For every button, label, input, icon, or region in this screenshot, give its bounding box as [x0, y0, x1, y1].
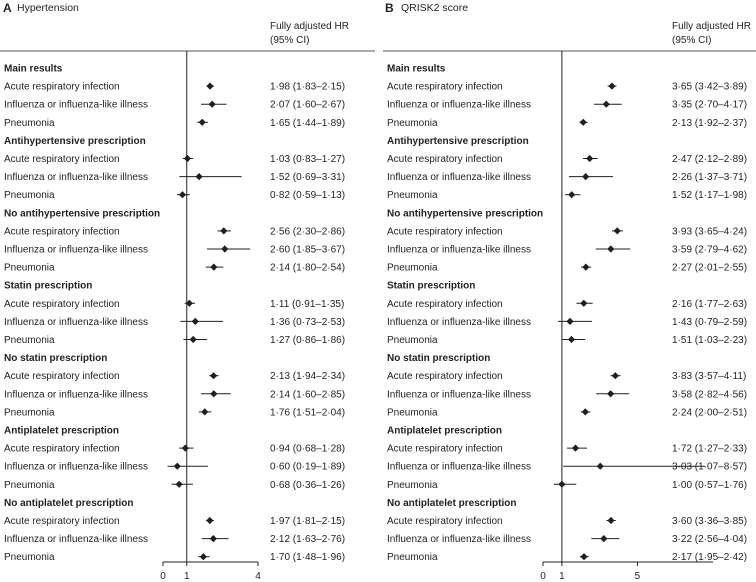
- row-label: Acute respiratory infection: [4, 443, 120, 455]
- hr-point-marker: [206, 517, 213, 524]
- hr-ci-text: 3·35 (2·70–4·17): [672, 99, 748, 111]
- hr-ci-text: 2·27 (2·01–2·55): [672, 262, 748, 274]
- x-tick-label: 1: [183, 571, 190, 582]
- row-label: Pneumonia: [4, 262, 55, 274]
- forest-panel-a: [0, 1, 375, 582]
- hr-point-marker: [210, 390, 217, 397]
- hr-point-marker: [597, 463, 604, 470]
- row-label: Influenza or influenza-like illness: [4, 461, 148, 473]
- hr-point-marker: [196, 173, 203, 180]
- group-title: Antiplatelet prescription: [4, 425, 120, 437]
- row-label: Influenza or influenza-like illness: [4, 244, 148, 256]
- row-label: Influenza or influenza-like illness: [4, 316, 148, 328]
- hr-ci-text: 2·17 (1·95–2·42): [672, 552, 748, 564]
- hr-ci-text: 2·60 (1·85–3·67): [270, 244, 346, 256]
- row-label: Acute respiratory infection: [387, 226, 503, 238]
- hr-ci-text: 2·14 (1·80–2·54): [270, 262, 346, 274]
- hr-point-marker: [199, 119, 206, 126]
- row-label: Pneumonia: [4, 117, 55, 129]
- hr-ci-text: 3·83 (3·57–4·11): [672, 371, 747, 383]
- hr-point-marker: [221, 245, 228, 252]
- hr-ci-text: 3·60 (3·36–3·85): [672, 516, 748, 527]
- row-label: Influenza or influenza-like illness: [4, 99, 148, 111]
- hr-ci-text: 2·14 (1·60–2·85): [270, 389, 346, 401]
- row-label: Influenza or influenza-like illness: [387, 99, 531, 111]
- hr-ci-text: 0·60 (0·19–1·89): [270, 461, 346, 473]
- row-label: Acute respiratory infection: [387, 81, 503, 93]
- group-title: No statin prescription: [387, 353, 491, 365]
- hr-ci-text: 2·47 (2·12–2·89): [672, 154, 748, 165]
- row-label: Influenza or influenza-like illness: [387, 244, 531, 256]
- panel-title: Hypertension: [17, 2, 79, 14]
- hr-point-marker: [209, 101, 216, 108]
- row-label: Influenza or influenza-like illness: [387, 316, 531, 328]
- row-label: Acute respiratory infection: [387, 154, 503, 165]
- hr-ci-text: 1·11 (0·91–1·35): [270, 298, 345, 310]
- hr-point-marker: [607, 390, 614, 397]
- row-label: Pneumonia: [387, 262, 438, 274]
- x-tick-label: 4: [255, 571, 261, 582]
- hr-point-marker: [568, 191, 575, 198]
- hr-ci-text: 1·00 (0·57–1·76): [672, 479, 748, 491]
- hr-point-marker: [182, 445, 189, 452]
- hr-ci-text: 1·52 (0·69–3·31): [270, 172, 346, 184]
- group-title: Main results: [387, 63, 446, 75]
- hr-point-marker: [603, 101, 610, 108]
- hr-ci-text: 3·59 (2·79–4·62): [672, 244, 748, 256]
- x-tick-label: 0: [540, 571, 546, 582]
- hr-ci-text: 1·03 (0·83–1·27): [270, 154, 346, 165]
- row-label: Influenza or influenza-like illness: [4, 389, 148, 401]
- row-label: Pneumonia: [387, 190, 438, 202]
- group-title: Statin prescription: [4, 280, 93, 292]
- hr-point-marker: [201, 408, 208, 415]
- panel-letter: B: [385, 1, 394, 15]
- row-label: Acute respiratory infection: [387, 298, 503, 310]
- hr-ci-text: 2·07 (1·60–2·67): [270, 99, 346, 111]
- hr-point-marker: [206, 83, 213, 90]
- hr-ci-text: 1·51 (1·03–2·23): [672, 335, 748, 346]
- hr-point-marker: [174, 463, 181, 470]
- hr-ci-text: 1·97 (1·81–2·15): [270, 516, 346, 527]
- hr-point-marker: [614, 227, 621, 234]
- hr-ci-text: 1·72 (1·27–2·33): [672, 443, 748, 455]
- row-label: Acute respiratory infection: [4, 81, 120, 93]
- hr-ci-text: 2·16 (1·77–2·63): [672, 298, 748, 310]
- hr-point-marker: [190, 336, 197, 343]
- hr-point-marker: [582, 408, 589, 415]
- hr-ci-text: 2·24 (2·00–2·51): [672, 407, 748, 419]
- hr-ci-text: 3·03 (1·07–8·57): [672, 461, 748, 473]
- hr-point-marker: [582, 264, 589, 271]
- hr-point-marker: [582, 173, 589, 180]
- hr-ci-text: 3·93 (3·65–4·24): [672, 226, 748, 238]
- hr-ci-text: 2·12 (1·63–2·76): [270, 534, 346, 546]
- hr-point-marker: [572, 445, 579, 452]
- hr-ci-text: 0·82 (0·59–1·13): [270, 190, 346, 202]
- row-label: Pneumonia: [4, 552, 55, 564]
- hr-point-marker: [184, 155, 191, 162]
- row-label: Pneumonia: [387, 479, 438, 491]
- row-label: Pneumonia: [4, 407, 55, 419]
- row-label: Acute respiratory infection: [4, 154, 120, 165]
- x-tick-label: 0: [160, 571, 166, 582]
- row-label: Influenza or influenza-like illness: [4, 534, 148, 546]
- hr-column-header: Fully adjusted HR: [270, 21, 349, 32]
- row-label: Pneumonia: [387, 335, 438, 346]
- hr-point-marker: [600, 535, 607, 542]
- row-label: Acute respiratory infection: [387, 516, 503, 527]
- row-label: Acute respiratory infection: [4, 298, 120, 310]
- hr-column-header: Fully adjusted HR: [672, 21, 751, 32]
- row-label: Pneumonia: [4, 335, 55, 346]
- panel-title: QRISK2 score: [401, 2, 469, 14]
- hr-ci-text: 2·13 (1·92–2·37): [672, 117, 748, 129]
- row-label: Acute respiratory infection: [4, 371, 120, 383]
- hr-ci-text: 1·27 (0·86–1·86): [270, 335, 346, 346]
- row-label: Acute respiratory infection: [4, 516, 120, 527]
- hr-point-marker: [608, 83, 615, 90]
- hr-column-subheader: (95% CI): [270, 35, 310, 46]
- hr-ci-text: 1·36 (0·73–2·53): [270, 316, 346, 328]
- group-title: No antiplatelet prescription: [4, 497, 134, 509]
- hr-point-marker: [210, 372, 217, 379]
- row-label: Influenza or influenza-like illness: [387, 461, 531, 473]
- hr-ci-text: 3·65 (3·42–3·89): [672, 81, 748, 93]
- row-label: Influenza or influenza-like illness: [387, 389, 531, 401]
- hr-point-marker: [580, 119, 587, 126]
- hr-point-marker: [200, 553, 207, 560]
- group-title: No antihypertensive prescription: [4, 208, 161, 220]
- hr-point-marker: [566, 318, 573, 325]
- hr-ci-text: 3·22 (2·56–4·04): [672, 534, 748, 546]
- group-title: Antihypertensive prescription: [387, 135, 529, 147]
- hr-ci-text: 2·26 (1·37–3·71): [672, 172, 748, 184]
- hr-ci-text: 1·52 (1·17–1·98): [672, 190, 748, 202]
- hr-ci-text: 1·43 (0·79–2·59): [672, 316, 748, 328]
- row-label: Acute respiratory infection: [387, 443, 503, 455]
- row-label: Pneumonia: [387, 407, 438, 419]
- group-title: Antiplatelet prescription: [387, 425, 503, 437]
- hr-ci-text: 0·94 (0·68–1·28): [270, 443, 346, 455]
- hr-point-marker: [607, 245, 614, 252]
- group-title: Antihypertensive prescription: [4, 135, 146, 147]
- row-label: Pneumonia: [4, 479, 55, 491]
- hr-point-marker: [586, 155, 593, 162]
- hr-ci-text: 1·65 (1·44–1·89): [270, 117, 346, 129]
- row-label: Influenza or influenza-like illness: [4, 172, 148, 184]
- group-title: No antiplatelet prescription: [387, 497, 517, 509]
- hr-point-marker: [580, 553, 587, 560]
- hr-ci-text: 0·68 (0·36–1·26): [270, 479, 346, 491]
- row-label: Influenza or influenza-like illness: [387, 172, 531, 184]
- hr-point-marker: [580, 300, 587, 307]
- hr-point-marker: [179, 191, 186, 198]
- row-label: Acute respiratory infection: [4, 226, 120, 238]
- row-label: Pneumonia: [387, 552, 438, 564]
- hr-point-marker: [176, 481, 183, 488]
- hr-ci-text: 3·58 (2·82–4·56): [672, 389, 748, 401]
- hr-point-marker: [210, 264, 217, 271]
- hr-point-marker: [607, 517, 614, 524]
- row-label: Pneumonia: [4, 190, 55, 202]
- row-label: Pneumonia: [387, 117, 438, 129]
- group-title: No statin prescription: [4, 353, 108, 365]
- hr-ci-text: 1·98 (1·83–2·15): [270, 81, 346, 93]
- hr-point-marker: [210, 535, 217, 542]
- row-label: Influenza or influenza-like illness: [387, 534, 531, 546]
- forest-panel-b: [383, 1, 756, 582]
- group-title: No antihypertensive prescription: [387, 208, 544, 220]
- row-label: Acute respiratory infection: [387, 371, 503, 383]
- x-tick-label: 1: [559, 571, 565, 582]
- x-tick-label: 5: [634, 571, 641, 582]
- hr-point-marker: [612, 372, 619, 379]
- group-title: Main results: [4, 63, 63, 75]
- hr-ci-text: 1·76 (1·51–2·04): [270, 407, 346, 419]
- hr-ci-text: 2·56 (2·30–2·86): [270, 226, 346, 238]
- hr-point-marker: [220, 227, 227, 234]
- hr-point-marker: [192, 318, 199, 325]
- panel-letter: A: [3, 1, 12, 15]
- group-title: Statin prescription: [387, 280, 476, 292]
- hr-column-subheader: (95% CI): [672, 35, 712, 46]
- hr-ci-text: 1·70 (1·48–1·96): [270, 552, 346, 564]
- hr-point-marker: [568, 336, 575, 343]
- hr-ci-text: 2·13 (1·94–2·34): [270, 371, 346, 383]
